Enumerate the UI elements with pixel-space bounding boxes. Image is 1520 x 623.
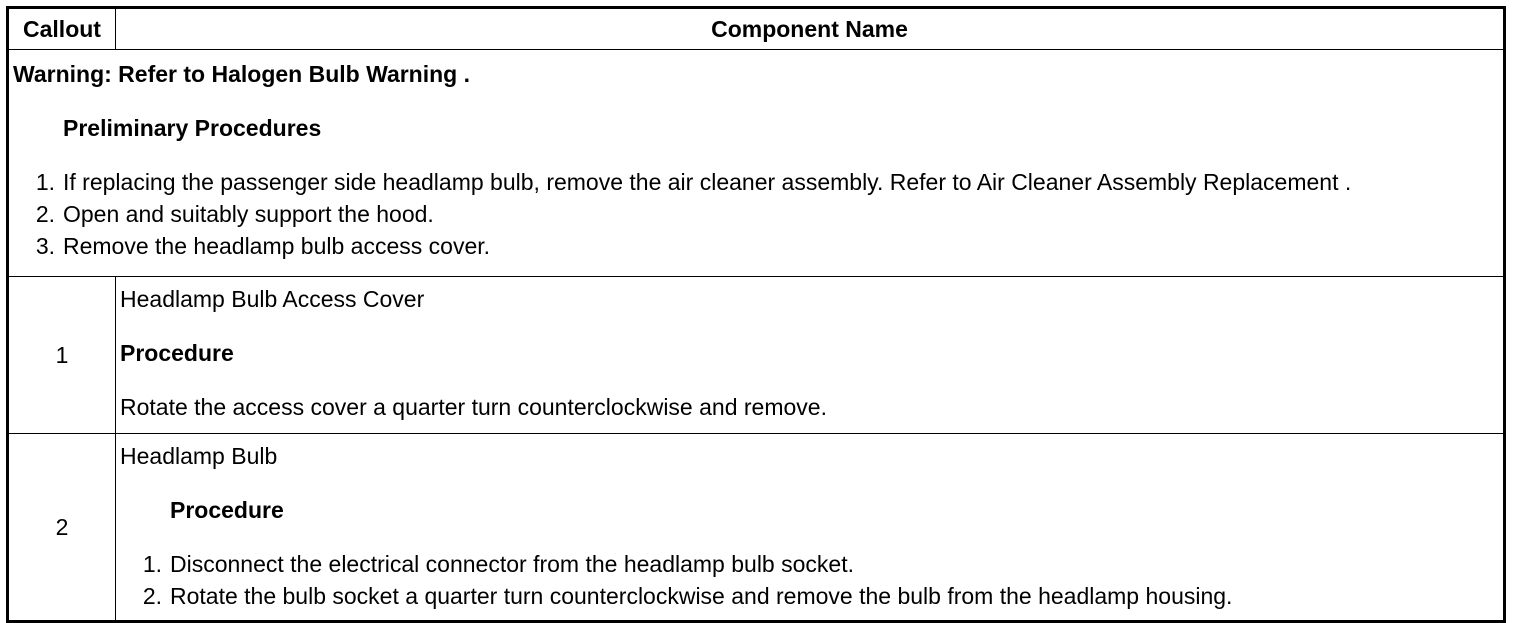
list-item: 1. If replacing the passenger side headlamp bulb, remove the air cleaner assembly. Refer to Air Cleaner Assembly Replacement . [35, 169, 1352, 195]
procedure-heading: Procedure [120, 340, 234, 366]
table-row [8, 277, 1505, 434]
step-text: Remove the headlamp bulb access cover. [63, 233, 491, 259]
component-name-column-header: Component Name [116, 8, 1505, 50]
callout-number: 1 [8, 277, 116, 434]
procedure-steps-list [120, 548, 1499, 612]
warning-text: Warning: Refer to Halogen Bulb Warning . [13, 61, 471, 87]
preliminary-steps-list [13, 166, 1499, 262]
table-header-row [8, 8, 1505, 50]
list-item: 2. Rotate the bulb socket a quarter turn counterclockwise and remove the bulb from the headlamp housing. [142, 583, 1233, 609]
procedure-text: Rotate the access cover a quarter turn counterclockwise and remove. [120, 394, 827, 420]
list-item: 3. Remove the headlamp bulb access cover. [35, 233, 491, 259]
table-row [8, 434, 1505, 622]
step-text: Rotate the bulb socket a quarter turn counterclockwise and remove the bulb from the headlamp housing. [170, 583, 1233, 609]
preliminary-notes-cell [8, 50, 1505, 277]
preliminary-notes-row [8, 50, 1505, 277]
preliminary-procedures-heading: Preliminary Procedures [63, 115, 322, 141]
list-item: 1. Disconnect the electrical connector from the headlamp bulb socket. [142, 551, 854, 577]
callout-column-header: Callout [8, 8, 116, 50]
step-text: If replacing the passenger side headlamp bulb, remove the air cleaner assembly. Refer to Air Cleaner Assembly Replacement . [63, 169, 1352, 195]
step-text: Open and suitably support the hood. [63, 201, 434, 227]
procedure-table [6, 6, 1506, 623]
step-text: Disconnect the electrical connector from the headlamp bulb socket. [170, 551, 854, 577]
component-cell [116, 434, 1505, 622]
list-item: 2. Open and suitably support the hood. [35, 201, 434, 227]
component-name: Headlamp Bulb [120, 443, 278, 469]
callout-number: 2 [8, 434, 116, 622]
component-cell [116, 277, 1505, 434]
component-name: Headlamp Bulb Access Cover [120, 286, 425, 312]
procedure-heading: Procedure [170, 497, 284, 523]
